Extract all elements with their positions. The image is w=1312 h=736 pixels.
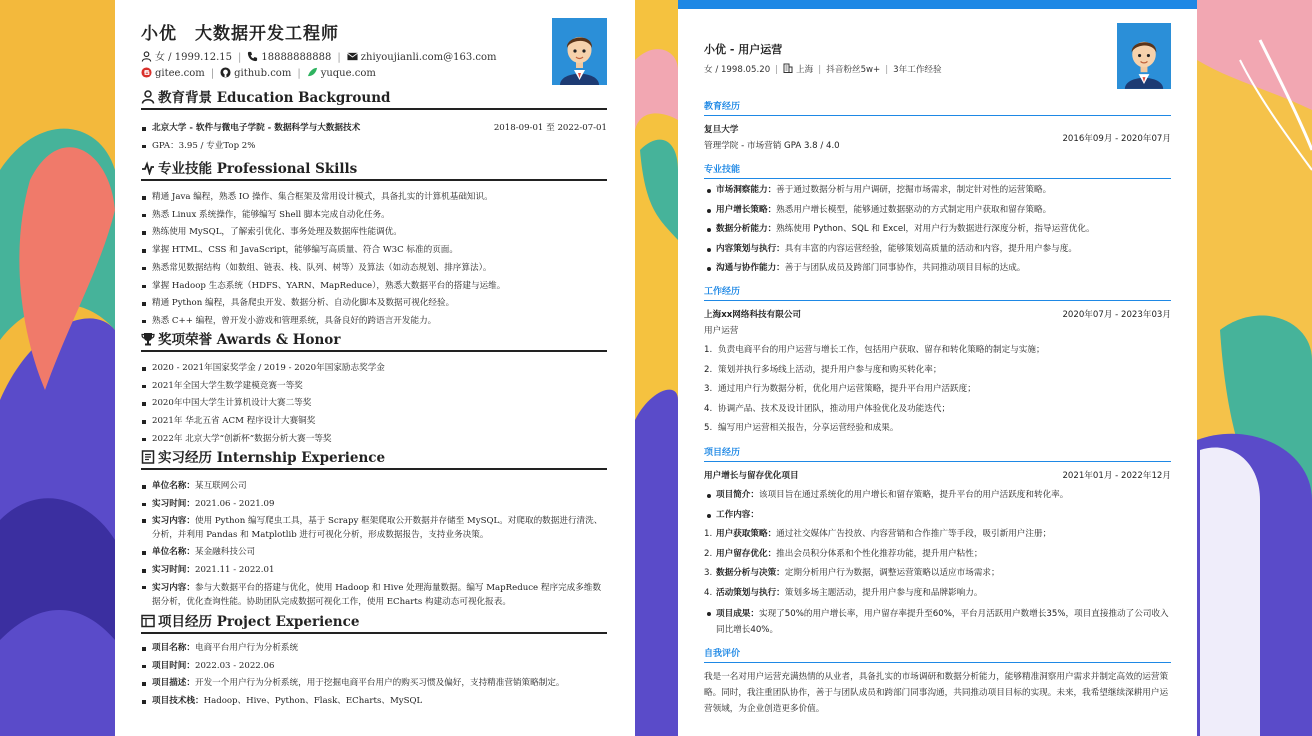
award-item: 2020年中国大学生计算机设计大赛二等奖: [141, 395, 607, 413]
section-awards: [141, 328, 607, 449]
project-name: 项目名称：电商平台用户行为分析系统: [141, 640, 607, 658]
section-title-education: 教育经历: [704, 99, 1171, 116]
phone-icon: [247, 51, 258, 62]
section-title-project: 项目经历: [704, 445, 1171, 462]
internship-2-time: 实习时间：2021.11 - 2022.01: [141, 562, 607, 580]
project-step-1: 1. 用户获取策略：通过社交媒体广告投放、内容营销和合作推广等手段，吸引新用户注册；: [704, 529, 1052, 540]
phone: 18888888888: [261, 52, 332, 63]
award-item: 2021年 华北五省 ACM 程序设计大赛铜奖: [141, 413, 607, 431]
education-school: 北京大学 - 软件与微电子学院 - 数据科学与大数据技术 2018-09-01 至 2022-07-01: [141, 120, 607, 138]
project-time: 项目时间：2022.03 - 2022.06: [141, 658, 607, 676]
contact-line-1: 女 / 1999.12.15 | 18888888888 | zhiyoujianli.com@163.com: [141, 48, 497, 63]
accent-bar: [678, 0, 1197, 9]
section-self-eval: [704, 646, 1171, 717]
resume-left: [115, 0, 635, 736]
yuque-icon: [307, 67, 318, 78]
award-item: 2020 - 2021年国家奖学金 / 2019 - 2020年国家励志奖学金: [141, 360, 607, 378]
section-work: [704, 284, 1171, 439]
skill-item: 掌握 HTML、CSS 和 JavaScript，能够编写高质量、符合 W3C 标准的页面。: [141, 242, 607, 260]
github-link[interactable]: github.com: [234, 68, 292, 79]
work-dates: 2020年07月 - 2023年03月: [1062, 310, 1171, 320]
section-title-project: 项目经历 Project Experience: [141, 610, 607, 634]
document-icon: [141, 450, 155, 464]
email-icon: [347, 51, 358, 62]
work-company: 上海xx网络科技有限公司 2020年07月 - 2023年03月: [704, 307, 1171, 323]
email: zhiyoujianli.com@163.com: [360, 52, 497, 63]
section-title-skills: 专业技能: [704, 162, 1171, 179]
internship-1-content: 实习内容：使用 Python 编写爬虫工具，基于 Scrapy 框架爬取公开数据并存储至 MySQL。对爬取的数据进行清洗、分析，并利用 Pandas 和 Matplotlib 进行可视化分析，形成数据报告，支持业务决策。: [141, 513, 607, 544]
education-gpa: GPA：3.95 / 专业Top 2%: [141, 138, 607, 156]
window-icon: [141, 614, 155, 628]
resume-right-meta: 女 / 1998.05.20 | 上海 | 抖音粉丝5w+ | 3年工作经验: [704, 65, 942, 75]
person-icon: [141, 90, 155, 104]
skill-item: 熟悉常见数据结构（如数组、链表、栈、队列、树等）及算法（如动态规划、排序算法）。: [141, 260, 607, 278]
project-step-2: 2. 用户留存优化：推出会员积分体系和个性化推荐功能，提升用户粘性；: [704, 548, 983, 559]
section-title-education: 教育背景 Education Background: [141, 86, 607, 110]
skill-item: 数据分析能力：熟练使用 Python、SQL 和 Excel，对用户行为数据进行深度分析，指导运营优化。: [704, 220, 1171, 240]
resume-right-name: 小优 - 用户运营: [704, 43, 783, 56]
skill-item: 市场洞察能力：善于通过数据分析与用户调研，挖掘市场需求，制定针对性的运营策略。: [704, 181, 1171, 201]
skill-item: 熟悉 Linux 系统操作，能够编写 Shell 脚本完成自动化任务。: [141, 207, 607, 225]
resume-left-name: 小优 大数据开发工程师: [141, 24, 339, 44]
project-name: 用户增长与留存优化项目 2021年01月 - 2022年12月: [704, 468, 1171, 484]
gender-birth: 女 / 1999.12.15: [155, 52, 232, 63]
internship-2-content: 实习内容：参与大数据平台的搭建与优化，使用 Hadoop 和 Hive 处理海量数据。编写 MapReduce 程序完成多维数据分析，优化查询性能。协助团队完成数据可视化工作，使用 ECharts 构建动态可视化报表。: [141, 580, 607, 611]
project-step-4: 4. 活动策划与执行：策划多场主题活动，提升用户参与度和品牌影响力。: [704, 587, 983, 598]
resume-right: [678, 0, 1197, 736]
avatar-photo: [1117, 23, 1171, 89]
skill-item: 内容策划与执行：具有丰富的内容运营经验，能够策划高质量的活动和内容，提升用户参与度。: [704, 240, 1171, 260]
work-duty-item: 4. 协调产品、技术及设计团队，推动用户体验优化及功能迭代；: [704, 403, 951, 414]
skill-item: 精通 Python 编程，具备爬虫开发、数据分析、自动化脚本及数据可视化经验。: [141, 295, 607, 313]
person-icon: [141, 51, 152, 62]
building-icon: [783, 63, 793, 73]
yuque-link[interactable]: yuque.com: [320, 68, 376, 79]
section-skills: [141, 157, 607, 331]
project-dates: 2021年01月 - 2022年12月: [1062, 471, 1171, 481]
section-title-internship: 实习经历 Internship Experience: [141, 446, 607, 470]
skill-item: 掌握 Hadoop 生态系统（HDFS、YARN、MapReduce），熟悉大数据平台的搭建与运维。: [141, 278, 607, 296]
work-role: 用户运营: [704, 326, 739, 336]
education-major: 管理学院 - 市场营销 GPA 3.8 / 4.0 2016年09月 - 2020年07月: [704, 138, 1171, 154]
section-title-work: 工作经历: [704, 284, 1171, 301]
skill-item: 熟悉 C++ 编程，曾开发小游戏和管理系统，具备良好的跨语言开发能力。: [141, 313, 607, 331]
project-tech: 项目技术栈：Hadoop、Hive、Python、Flask、ECharts、MySQL: [141, 693, 607, 711]
section-skills: [704, 162, 1171, 279]
internship-2-company: 单位名称：某金融科技公司: [141, 544, 607, 562]
section-title-awards: 奖项荣誉 Awards & Honor: [141, 328, 607, 352]
gitee-link[interactable]: gitee.com: [155, 68, 205, 79]
work-duty-item: 3. 通过用户行为数据分析，优化用户运营策略，提升平台用户活跃度；: [704, 384, 976, 395]
work-duty-item: 5. 编写用户运营相关报告，分享运营经验和成果。: [704, 423, 899, 434]
section-title-skills: 专业技能 Professional Skills: [141, 157, 607, 181]
section-project: [141, 610, 607, 711]
project-work-label: 工作内容：: [704, 506, 1171, 526]
project-desc: 项目描述：开发一个用户行为分析系统，用于挖掘电商平台用户的购买习惯及偏好，支持精准营销策略制定。: [141, 675, 607, 693]
education-school: 复旦大学: [704, 125, 739, 135]
project-step-3: 3. 数据分析与决策：定期分析用户行为数据，调整运营策略以适应市场需求；: [704, 568, 1000, 579]
trophy-icon: [141, 332, 155, 346]
skill-item: 熟练使用 MySQL，了解索引优化、事务处理及数据库性能调优。: [141, 224, 607, 242]
skill-item: 精通 Java 编程，熟悉 IO 操作、集合框架及常用设计模式，具备扎实的计算机基础知识。: [141, 189, 607, 207]
education-dates: 2016年09月 - 2020年07月: [1062, 134, 1171, 144]
project-result: 项目成果：实现了50%的用户增长率，用户留存率提升至60%，平台月活跃用户数增长35%，项目直接推动了公司收入同比增长40%。: [704, 604, 1171, 638]
award-item: 2021年全国大学生数学建模竞赛一等奖: [141, 378, 607, 396]
gitee-icon: [141, 67, 152, 78]
education-dates: 2018-09-01 至 2022-07-01: [493, 123, 607, 133]
contact-line-2: gitee.com | github.com | yuque.com: [141, 67, 376, 79]
project-intro: 项目简介：该项目旨在通过系统化的用户增长和留存策略，提升平台的用户活跃度和转化率。: [704, 486, 1171, 506]
section-education: [141, 86, 607, 155]
internship-1-company: 单位名称：某互联网公司: [141, 478, 607, 496]
internship-1-time: 实习时间：2021.06 - 2021.09: [141, 496, 607, 514]
skill-item: 沟通与协作能力：善于与团队成员及跨部门同事协作，共同推动项目目标的达成。: [704, 259, 1171, 279]
github-icon: [220, 67, 231, 78]
activity-icon: [141, 161, 155, 175]
skill-item: 用户增长策略：熟悉用户增长模型，能够通过数据驱动的方式制定用户获取和留存策略。: [704, 201, 1171, 221]
work-duty-item: 1. 负责电商平台的用户运营与增长工作，包括用户获取、留存和转化策略的制定与实施；: [704, 345, 1045, 355]
section-project: [704, 445, 1171, 638]
work-duty-item: 2. 策划并执行多场线上活动，提升用户参与度和购买转化率；: [704, 364, 942, 375]
self-eval-text: 我是一名对用户运营充满热情的从业者，具备扎实的市场调研和数据分析能力，能够精准洞察用户需求并制定高效的运营策略。同时，我注重团队协作，善于与团队成员和跨部门同事沟通，共同推动项目目标的实现。未来，我希望继续深耕用户运营领域，为企业创造更多价值。: [704, 672, 1169, 714]
section-title-self-eval: 自我评价: [704, 646, 1171, 663]
section-education: [704, 99, 1171, 154]
award-item: 2022年 北京大学“创新杯”数据分析大赛一等奖: [141, 431, 607, 449]
avatar-photo: [552, 18, 607, 85]
section-internship: [141, 446, 607, 611]
